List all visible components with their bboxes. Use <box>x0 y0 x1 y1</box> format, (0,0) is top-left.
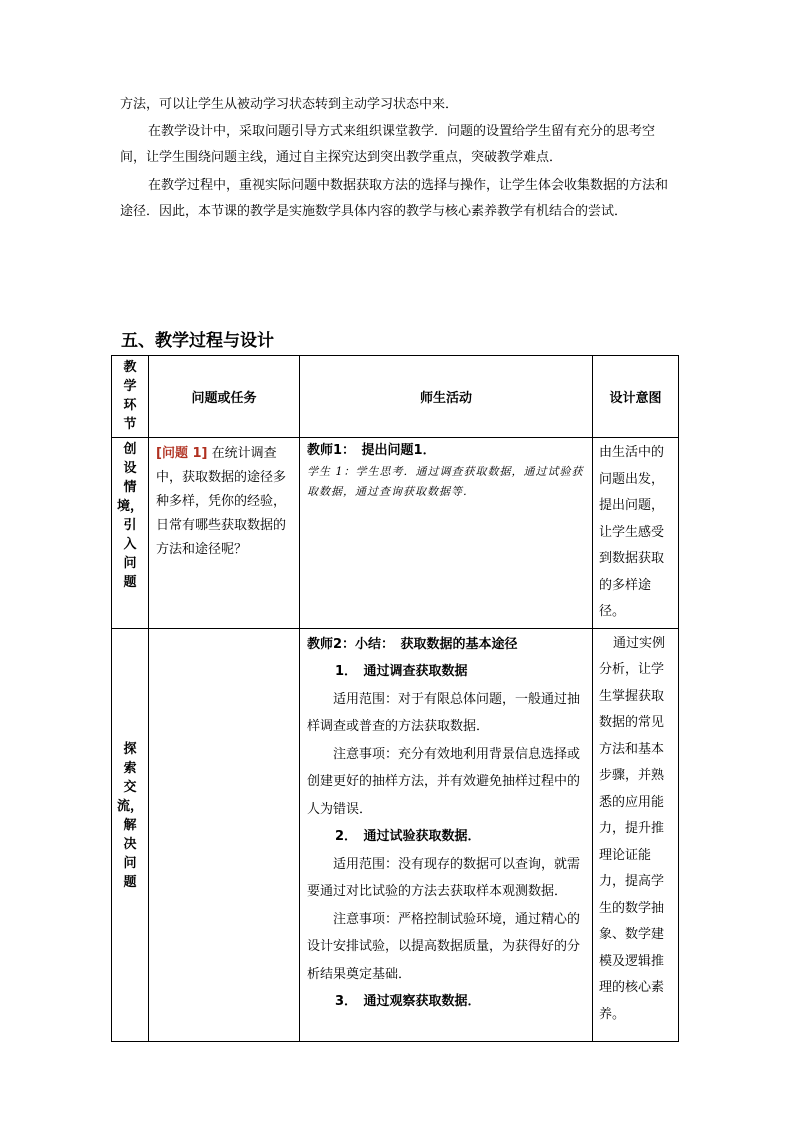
header-activity: 师生活动 <box>300 356 593 438</box>
activity-cell <box>300 628 593 1041</box>
step-1-note: 注意事项：充分有效地利用背景信息选择或创建更好的抽样方法，并有效避免抽样过程中的人为错误． <box>307 746 581 817</box>
step-3-heading: 3． 通过观察获取数据． <box>335 994 481 1009</box>
intent-cell: 通过实例分析，让学生掌握获取数据的常见方法和基本步骤，并熟悉的应用能力，提升推理论证能力，提高学生的数学抽象、数学建模及逻辑推理的核心素养。 <box>593 628 679 1041</box>
student-line: 学生 1：学生思考．通过调查获取数据，通过试验获取数据，通过查询获取数据等． <box>307 465 584 498</box>
paragraph-1: 方法，可以让学生从被动学习状态转到主动学习状态中来． <box>120 97 459 112</box>
paragraph-3: 在教学过程中，重视实际问题中数据获取方法的选择与操作，让学生体会收集数据的方法和途径．因此，本节课的教学是实施数学具体内容的教学与核心素养教学有机结合的尝试． <box>120 178 669 219</box>
stage-cell: 创 设 情 境， 引 入 问 题 <box>112 438 149 629</box>
teacher-line: 教师1： 提出问题1． <box>307 443 436 458</box>
step-2-heading: 2． 通过试验获取数据． <box>335 829 481 844</box>
section-title: 五、教学过程与设计 <box>121 331 274 351</box>
step-2-scope: 适用范围：没有现存的数据可以查询，就需要通过对比试验的方法去获取样本观测数据． <box>307 856 581 899</box>
teaching-process-table <box>111 355 679 1042</box>
task-cell <box>149 628 300 1041</box>
question-text: 在统计调查中，获取数据的途径多种多样，凭你的经验，日常有哪些获取数据的方法和途径呢？ <box>156 446 287 557</box>
question-tag: [问题 1] <box>156 446 208 461</box>
step-1-scope: 适用范围：对于有限总体问题，一般通过抽样调查或普查的方法获取数据． <box>307 691 581 734</box>
table-row <box>112 628 679 1041</box>
paragraph-2: 在教学设计中，采取问题引导方式来组织课堂教学．问题的设置给学生留有充分的思考空间，让学生围绕问题主线，通过自主探究达到突出教学重点，突破教学难点． <box>120 124 656 165</box>
header-stage: 教 学 环 节 <box>112 356 149 438</box>
intent-cell: 由生活中的问题出发，提出问题，让学生感受到数据获取的多样途径。 <box>593 438 679 629</box>
step-2-note: 注意事项：严格控制试验环境，通过精心的设计安排试验，以提高数据质量，为获得好的分析结果奠定基础． <box>307 911 581 982</box>
table-row <box>112 438 679 629</box>
stage-cell: 探 索 交 流， 解 决 问 题 <box>112 628 149 1041</box>
header-task: 问题或任务 <box>149 356 300 438</box>
teacher-summary: 教师2：小结： 获取数据的基本途径 <box>307 636 518 652</box>
header-intent: 设计意图 <box>593 356 679 438</box>
activity-cell <box>300 438 593 629</box>
task-cell <box>149 438 300 629</box>
table-header-row <box>112 356 679 438</box>
step-1-heading: 1． 通过调查获取数据 <box>335 664 468 679</box>
